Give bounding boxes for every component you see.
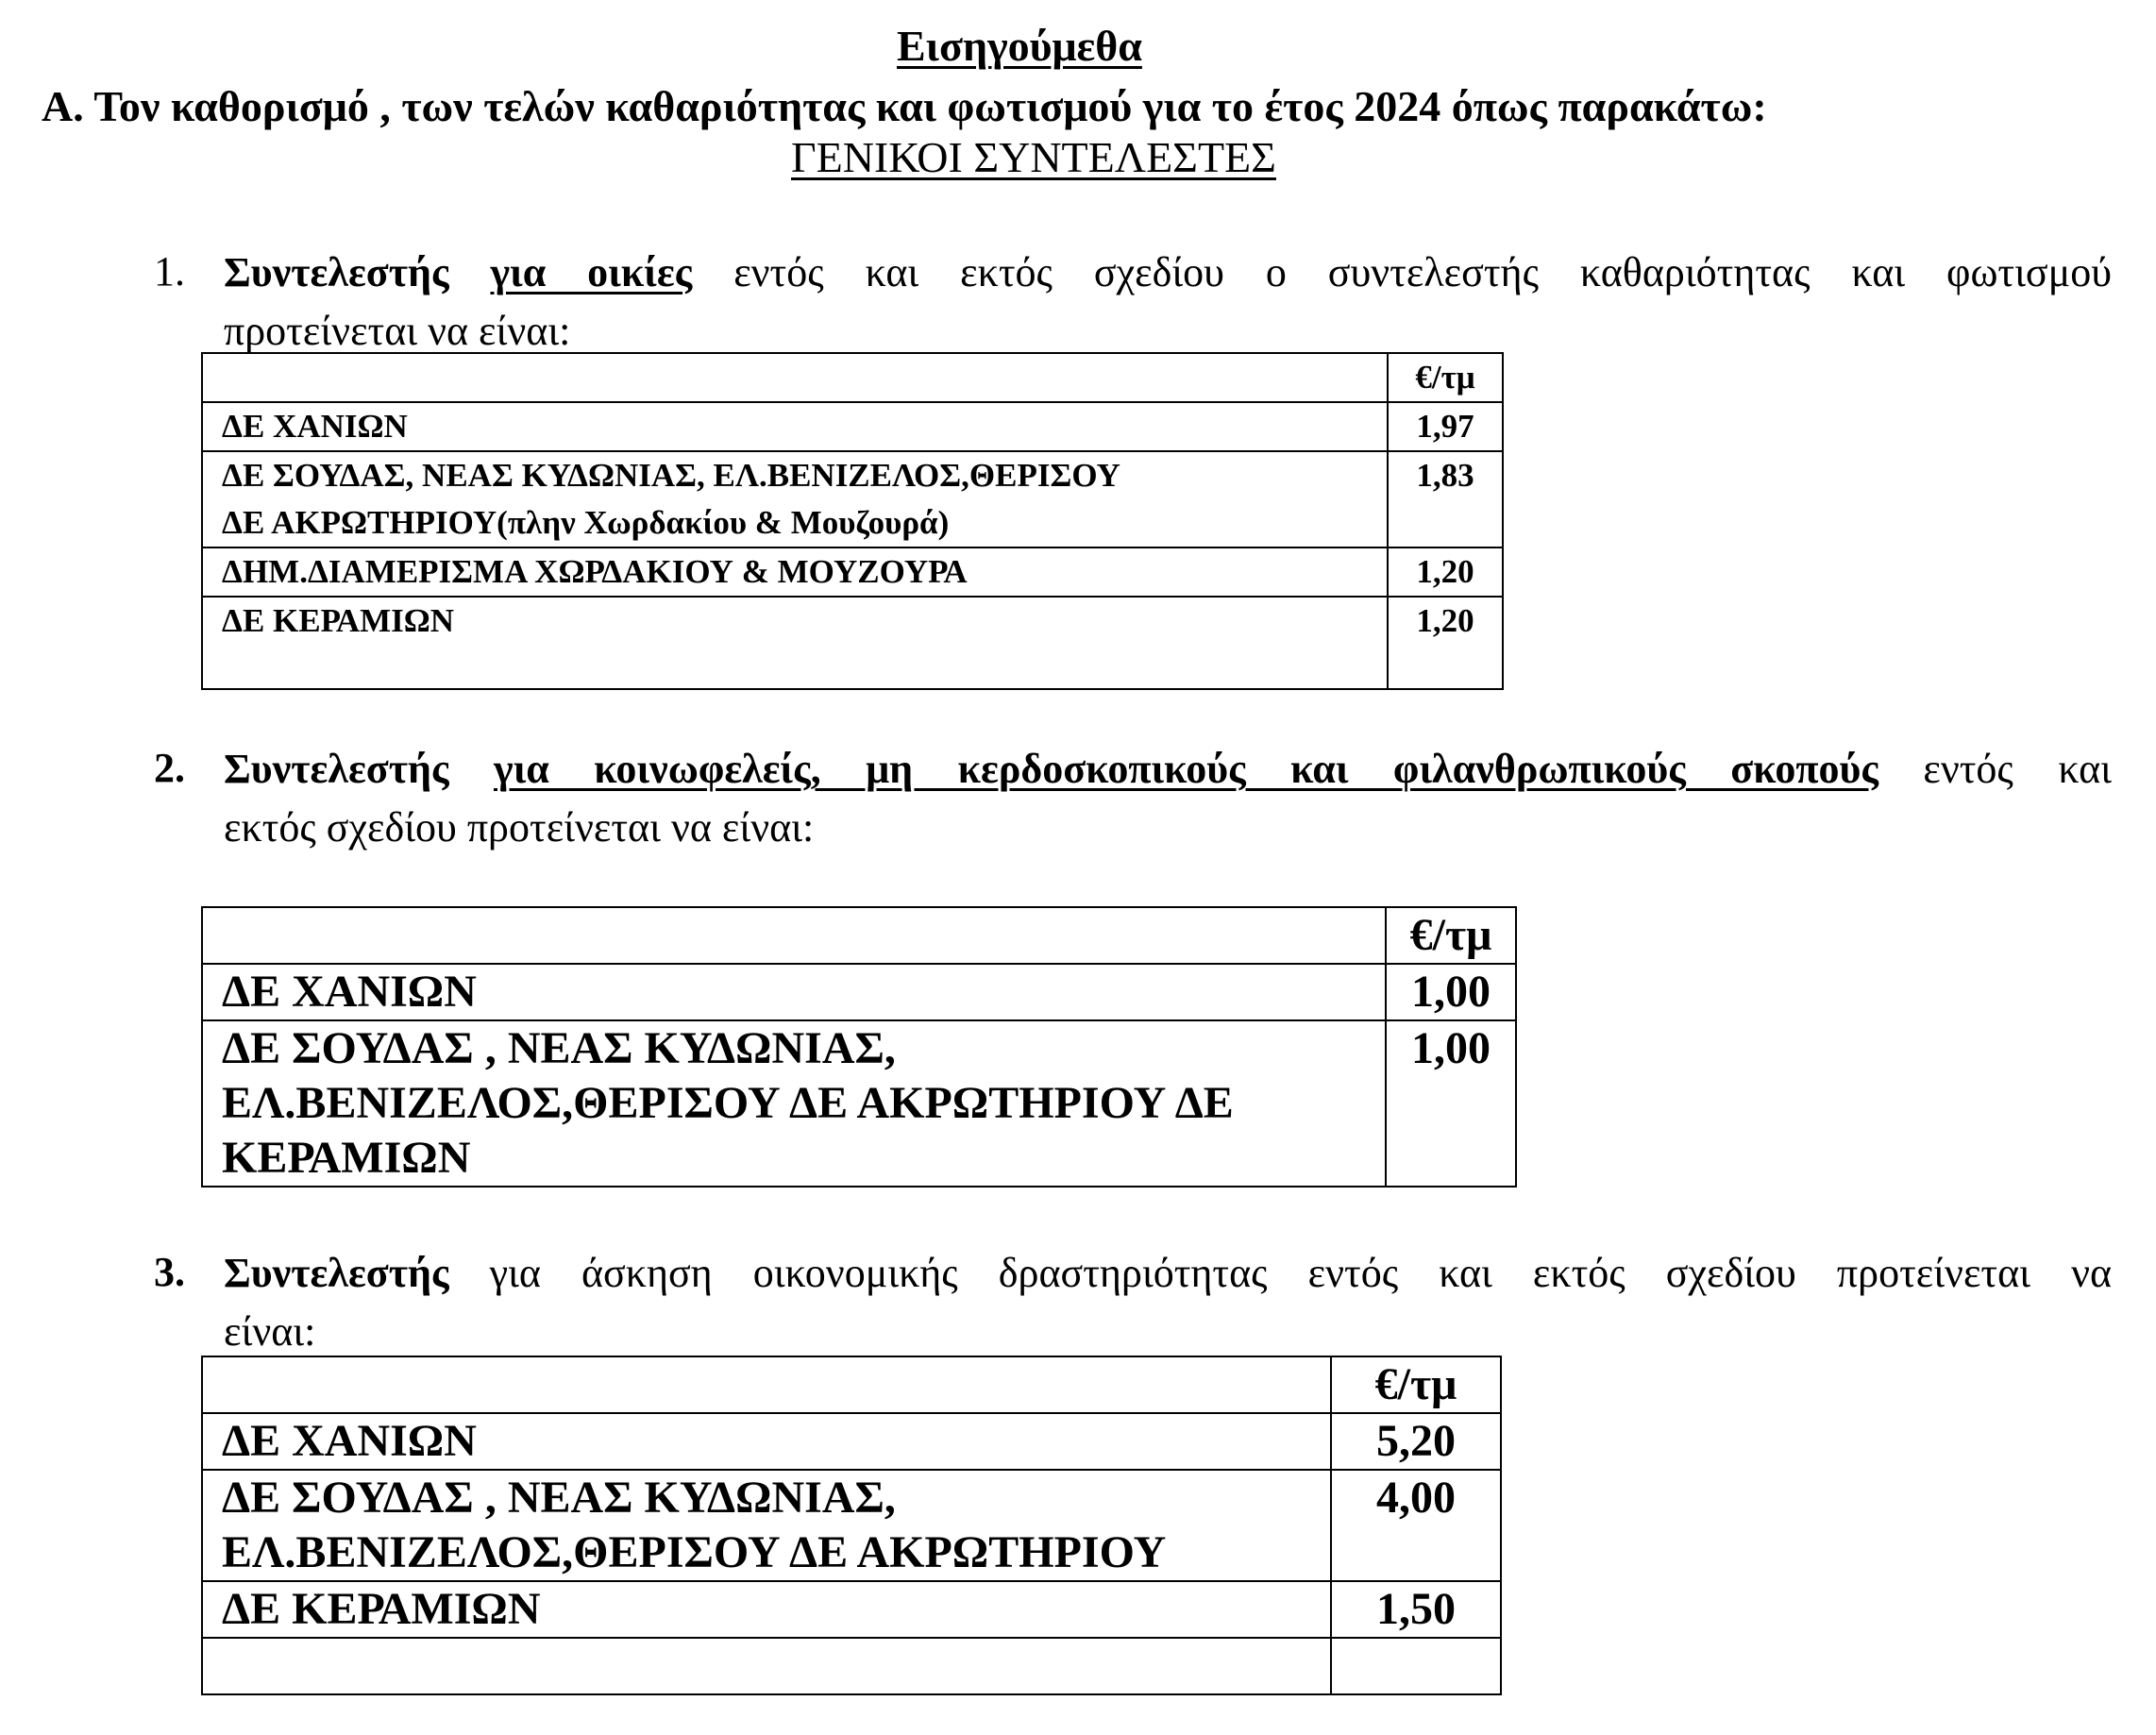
value-cell: 5,20 xyxy=(1331,1413,1501,1470)
item-line1: εντός και xyxy=(1923,746,2112,792)
table-header-row xyxy=(202,1356,1501,1413)
item-number: 2. xyxy=(154,745,185,791)
area-line: ΕΛ.ΒΕΝΙΖΕΛΟΣ,ΘΕΡΙΣΟΥ ΔΕ ΑΚΡΩΤΗΡΙΟΥ xyxy=(222,1527,1167,1577)
area-cell xyxy=(202,1413,1331,1470)
area-line: ΔΕ ΧΑΝΙΩΝ xyxy=(222,967,477,1017)
area-cell xyxy=(202,1020,1386,1187)
empty-cell xyxy=(202,1638,1331,1694)
unit-header: €/τμ xyxy=(1386,907,1516,964)
table-row xyxy=(202,1581,1501,1638)
table-row xyxy=(202,964,1516,1020)
value-cell: 1,20 xyxy=(1388,597,1503,689)
item-line2: είναι: xyxy=(224,1308,316,1355)
area-line: ΔΕ ΧΑΝΙΩΝ xyxy=(222,1416,477,1466)
table-header-row xyxy=(202,907,1516,964)
value-cell: 1,50 xyxy=(1331,1581,1501,1638)
rates-table-1 xyxy=(201,352,1504,690)
table-row xyxy=(202,1470,1501,1581)
area-line: ΔΕ ΚΕΡΑΜΙΩΝ xyxy=(222,1584,541,1634)
area-cell xyxy=(202,451,1388,547)
value-cell: 1,97 xyxy=(1388,402,1503,451)
header-blank-cell xyxy=(202,1356,1331,1413)
rates-table-3 xyxy=(201,1356,1502,1695)
item-3-text xyxy=(224,1244,2112,1361)
item-number: 3. xyxy=(154,1249,185,1295)
table-row xyxy=(202,1638,1501,1694)
item-underlined: για οικίες xyxy=(490,249,693,295)
area-line: ΕΛ.ΒΕΝΙΖΕΛΟΣ,ΘΕΡΙΣΟΥ ΔΕ ΑΚΡΩΤΗΡΙΟΥ ΔΕ xyxy=(222,1078,1234,1128)
table-row xyxy=(202,451,1503,547)
value-cell: 1,00 xyxy=(1386,964,1516,1020)
table-row xyxy=(202,402,1503,451)
header-blank-cell xyxy=(202,907,1386,964)
item-1-text xyxy=(224,244,2112,361)
item-lead: Συντελεστής xyxy=(224,249,449,295)
value-cell: 1,83 xyxy=(1388,451,1503,547)
item-line1: εντός και εκτός σχεδίου ο συντελεστής καθαριότητας και φωτισμού xyxy=(733,249,2113,295)
area-line: ΔΗΜ.ΔΙΑΜΕΡΙΣΜΑ ΧΩΡΔΑΚΙΟΥ & ΜΟΥΖΟΥΡΑ xyxy=(222,553,968,590)
value-cell: 4,00 xyxy=(1331,1470,1501,1581)
area-line: ΔΕ ΣΟΥΔΑΣ , ΝΕΑΣ ΚΥΔΩΝΙΑΣ, xyxy=(222,1023,896,1073)
area-line: ΔΕ ΣΟΥΔΑΣ , ΝΕΑΣ ΚΥΔΩΝΙΑΣ, xyxy=(222,1473,896,1523)
area-line: ΔΕ ΧΑΝΙΩΝ xyxy=(222,408,408,445)
area-line: ΔΕ ΚΕΡΑΜΙΩΝ xyxy=(222,602,455,639)
unit-header: €/τμ xyxy=(1331,1356,1501,1413)
item-line1: για άσκηση οικονομικής δραστηριότητας εντός και εκτός σχεδίου προτείνεται να xyxy=(489,1250,2113,1296)
unit-header: €/τμ xyxy=(1388,353,1503,402)
area-cell xyxy=(202,597,1388,689)
value-cell: 1,00 xyxy=(1386,1020,1516,1187)
area-cell xyxy=(202,547,1388,597)
area-cell xyxy=(202,1470,1331,1581)
table-row xyxy=(202,547,1503,597)
page-heading: Εισηγούμεθα xyxy=(897,22,1142,70)
item-underlined: για κοινωφελείς, μη κερδοσκοπικούς και φιλανθρωπικούς σκοπούς xyxy=(494,746,1878,792)
item-line2: προτείνεται να είναι: xyxy=(224,308,571,354)
item-lead: Συντελεστής xyxy=(224,746,449,792)
area-line: ΔΕ ΑΚΡΩΤΗΡΙΟΥ(πλην Χωρδακίου & Μουζουρά) xyxy=(222,504,950,541)
general-coefficients-title: ΓΕΝΙΚΟΙ ΣΥΝΤΕΛΕΣΤΕΣ xyxy=(791,133,1276,181)
table-row xyxy=(202,1020,1516,1187)
area-line: ΚΕΡΑΜΙΩΝ xyxy=(222,1133,471,1183)
item-lead: Συντελεστής xyxy=(224,1250,449,1296)
empty-cell xyxy=(1331,1638,1501,1694)
table-header-row xyxy=(202,353,1503,402)
area-line: ΔΕ ΣΟΥΔΑΣ, ΝΕΑΣ ΚΥΔΩΝΙΑΣ, ΕΛ.ΒΕΝΙΖΕΛΟΣ,ΘΕΡΙΣΟΥ xyxy=(222,457,1120,494)
rates-table-2 xyxy=(201,906,1517,1188)
item-2-text xyxy=(224,740,2112,857)
table-row xyxy=(202,597,1503,689)
item-number: 1. xyxy=(154,248,185,295)
area-cell xyxy=(202,1581,1331,1638)
area-cell xyxy=(202,964,1386,1020)
area-cell xyxy=(202,402,1388,451)
value-cell: 1,20 xyxy=(1388,547,1503,597)
table-row xyxy=(202,1413,1501,1470)
item-line2: εκτός σχεδίου προτείνεται να είναι: xyxy=(224,804,815,851)
section-a-title: Α. Τον καθορισμό , των τελών καθαριότητας και φωτισμού για το έτος 2024 όπως παρακάτω: xyxy=(42,82,1767,130)
header-blank-cell xyxy=(202,353,1388,402)
